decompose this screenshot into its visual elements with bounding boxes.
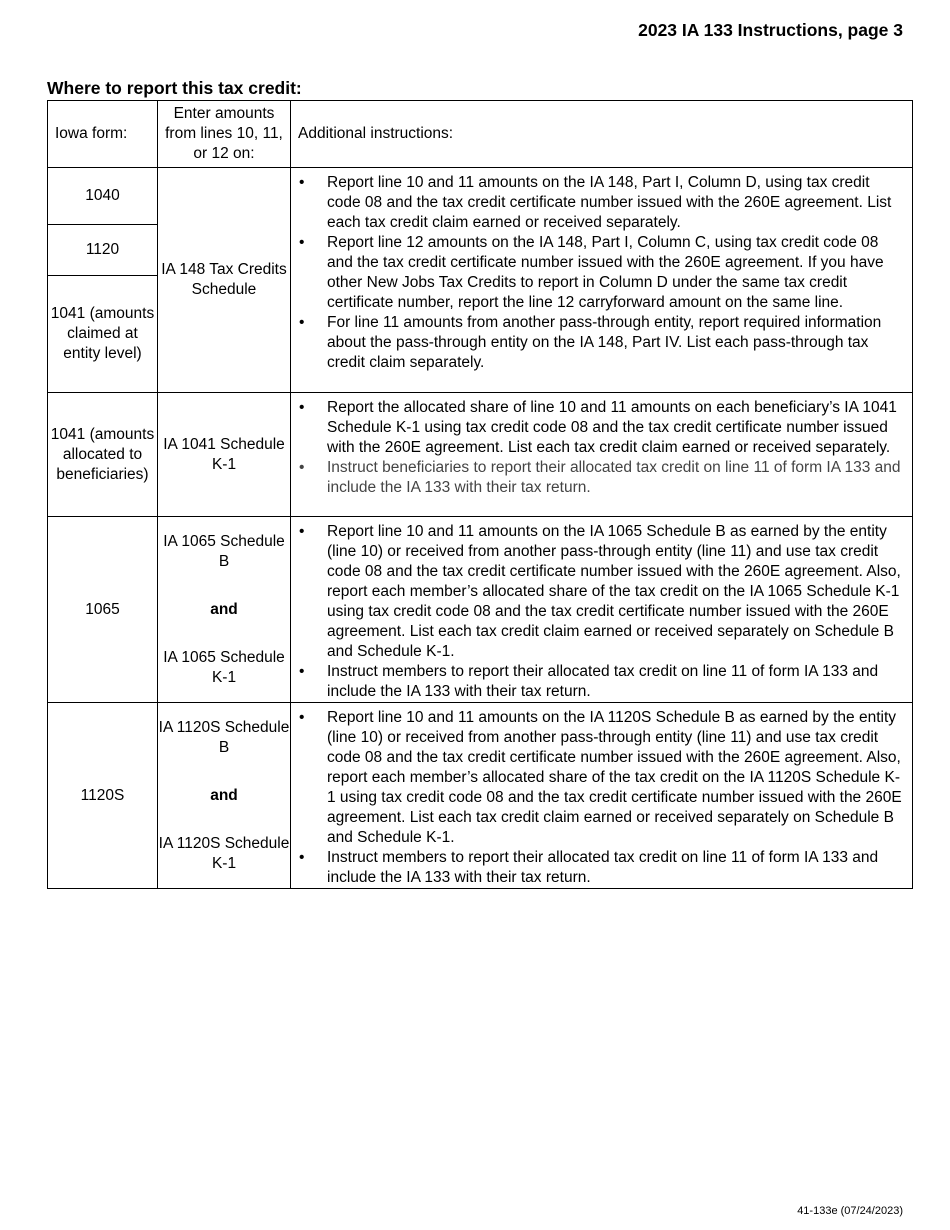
list-item: • Report line 10 and 11 amounts on the IA 1120S Schedule B as earned by the entity (line 10) or received from another pass-through entity (line 11) and use tax credit code 08 and the tax credit certificate number issued with the 260E agreement. Also, report each member’s allocated share of the tax credit on the IA 1120S Schedule K-1 using tax credit code 08 and the tax credit certificate number issued with the 260E agreement. List each tax credit claim earned or received separately on Schedule B and Schedule K-1. — [327, 708, 906, 848]
page-header-title: 2023 IA 133 Instructions, page 3 — [638, 20, 903, 40]
header-enter-amounts: Enter amounts from lines 10, 11, or 12 on: — [158, 101, 291, 168]
and-label: and — [210, 600, 238, 618]
schedule-ia1065 — [158, 517, 291, 703]
instructions-group1 — [291, 168, 913, 393]
schedule-ia1041-k1: IA 1041 Schedule K-1 — [158, 393, 291, 517]
header-additional-instructions: Additional instructions: — [291, 101, 913, 168]
table-row — [48, 168, 913, 225]
schedule-ia1120s-k1: IA 1120S Schedule K-1 — [158, 834, 290, 872]
schedule-ia1065-b: IA 1065 Schedule B — [163, 532, 285, 570]
list-item: • For line 11 amounts from another pass-through entity, report required information about the pass-through entity on the IA 148, Part IV. List each pass-through tax credit claim separately. — [327, 313, 906, 373]
report-credit-table — [47, 100, 913, 889]
list-item: • Report line 12 amounts on the IA 148, Part I, Column C, using tax credit code 08 and the tax credit certificate number issued with the 260E agreement. If you have other New Jobs Tax Credits to report in Column D under the same tax credit certificate number, report the line 12 carryforward amount on the same line. — [327, 233, 906, 313]
list-item: • Instruct members to report their allocated tax credit on line 11 of form IA 133 and include the IA 133 with their tax return. — [327, 848, 906, 888]
section-title: Where to report this tax credit: — [47, 78, 302, 98]
form-1120: 1120 — [48, 225, 158, 276]
schedule-ia1065-k1: IA 1065 Schedule K-1 — [163, 648, 285, 686]
instructions-group3 — [291, 517, 913, 703]
form-revision-code: 41-133e (07/24/2023) — [797, 1205, 903, 1217]
form-1040: 1040 — [48, 168, 158, 225]
instructions-group2 — [291, 393, 913, 517]
table-header-row — [48, 101, 913, 168]
list-item: • Instruct members to report their allocated tax credit on line 11 of form IA 133 and include the IA 133 with their tax return. — [327, 662, 906, 702]
list-item: • Report line 10 and 11 amounts on the IA 148, Part I, Column D, using tax credit code 08 and the tax credit certificate number issued with the 260E agreement. List each tax credit claim earned or received separately. — [327, 173, 906, 233]
schedule-ia148: IA 148 Tax Credits Schedule — [158, 168, 291, 393]
table-row — [48, 517, 913, 703]
schedule-ia1120s-b: IA 1120S Schedule B — [158, 718, 290, 756]
form-1120s: 1120S — [48, 703, 158, 889]
schedule-ia1120s — [158, 703, 291, 889]
list-item: • Instruct beneficiaries to report their allocated tax credit on line 11 of form IA 133 and include the IA 133 with their tax return. — [327, 458, 906, 498]
instructions-group4 — [291, 703, 913, 889]
table-row — [48, 393, 913, 517]
list-item: • Report the allocated share of line 10 and 11 amounts on each beneficiary’s IA 1041 Schedule K-1 using tax credit code 08 and the tax credit certificate number issued with the 260E agreement. List each tax credit claim earned or received separately. — [327, 398, 906, 458]
table-row — [48, 703, 913, 889]
form-1065: 1065 — [48, 517, 158, 703]
form-1041-entity: 1041 (amounts claimed at entity level) — [48, 276, 158, 393]
form-1041-beneficiaries: 1041 (amounts allocated to beneficiaries) — [48, 393, 158, 517]
header-iowa-form: Iowa form: — [48, 101, 158, 168]
and-label: and — [210, 786, 238, 804]
list-item: • Report line 10 and 11 amounts on the IA 1065 Schedule B as earned by the entity (line 10) or received from another pass-through entity (line 11) and use tax credit code 08 and the tax credit certificate number issued with the 260E agreement. Also, report each member’s allocated share of the tax credit on the IA 1065 Schedule K-1 using tax credit code 08 and the tax credit certificate number issued with the 260E agreement. List each tax credit claim earned or received separately on Schedule B and Schedule K-1. — [327, 522, 906, 662]
